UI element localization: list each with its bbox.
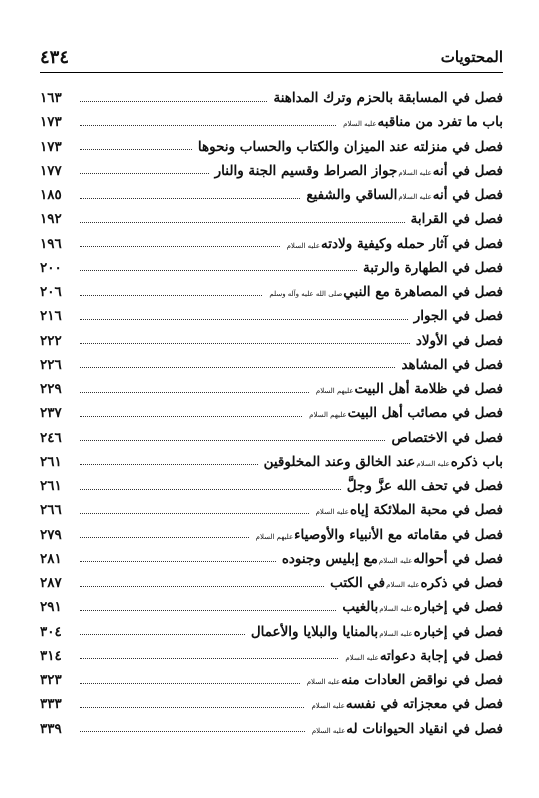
dot-leader <box>80 270 357 271</box>
toc-entry-page: ١٦٣ <box>40 90 62 106</box>
dot-leader <box>80 731 305 732</box>
toc-entry <box>40 644 503 668</box>
dot-leader <box>80 222 405 223</box>
toc-entry <box>40 595 503 619</box>
toc-entry-title: فصل في إخباره <box>413 623 503 640</box>
toc-entry-title-continuation: بالغيب <box>342 599 379 616</box>
toc-entry-page: ٢٦١ <box>40 453 62 470</box>
toc-entry-title: فصل في إجابة دعواته <box>379 647 503 664</box>
toc-entry-page: ٢٢٢ <box>40 332 62 349</box>
dot-leader <box>80 537 249 538</box>
toc-entry-page: ١٩٦ <box>40 235 62 252</box>
toc-entry-title: فصل في معجزاته في نفسه <box>345 696 503 713</box>
honorific-mark: عليه السلام <box>286 241 321 250</box>
toc-entry <box>40 498 503 522</box>
toc-entry-title: فصل في منزلته عند الميزان والكتاب والحساب ونحوها <box>197 138 503 155</box>
toc-entry-title-continuation: عند الخالق وعند المخلوقين <box>263 453 416 470</box>
honorific-mark: عليه السلام <box>311 702 345 711</box>
honorific-mark: عليه السلام <box>343 120 377 129</box>
toc-entry <box>40 159 503 183</box>
honorific-mark: عليه السلام <box>378 556 413 565</box>
dot-leader <box>80 367 395 368</box>
dot-leader <box>80 416 302 417</box>
toc-entry-title: فصل في نواقض العادات منه <box>341 672 503 688</box>
toc-entry <box>40 256 503 280</box>
toc-entry-title: فصل في ذكره <box>420 575 503 591</box>
toc-entry-title: فصل في المشاهد <box>401 356 503 373</box>
toc-entry <box>40 353 503 377</box>
toc-entry-page: ٢٦١ <box>40 478 62 494</box>
toc-entry-title: فصل في مصائب أهل البيت <box>347 405 503 422</box>
toc-entry-page: ٣٣٣ <box>40 696 62 713</box>
toc-entry-title: فصل في تحف الله عزَّ وجلَّ <box>346 478 503 494</box>
honorific-mark: عليه السلام <box>386 581 420 589</box>
honorific-mark: صلى الله عليه وآله وسلم <box>269 290 343 298</box>
toc-entry-page: ٣٢٣ <box>40 672 62 688</box>
toc-entry-title: فصل في الأولاد <box>415 332 503 349</box>
toc-entry <box>40 426 503 450</box>
toc-entry-title: فصل في الاختصاص <box>391 429 503 446</box>
running-title: المحتويات <box>440 48 503 66</box>
toc-entry <box>40 280 503 304</box>
toc-entry-page: ٢٩١ <box>40 599 62 616</box>
toc-entry-page: ٢٢٩ <box>40 381 62 397</box>
dot-leader <box>80 610 336 611</box>
toc-entry <box>40 450 503 474</box>
toc-entry-title: فصل في أنه <box>432 162 503 179</box>
dot-leader <box>80 319 408 320</box>
dot-leader <box>80 246 280 247</box>
toc-entry-title: فصل في الطهارة والرتبة <box>363 259 503 276</box>
toc-entry-page: ٢٧٩ <box>40 526 62 543</box>
toc-entry-title: باب ما تفرد من مناقبه <box>377 114 503 131</box>
dot-leader <box>80 586 324 587</box>
toc-entry <box>40 401 503 425</box>
dot-leader <box>80 392 309 393</box>
toc-entry-page: ٣١٤ <box>40 647 62 664</box>
dot-leader <box>80 658 338 659</box>
toc-entry <box>40 207 503 231</box>
toc-entry-title-continuation: جواز الصراط وقسيم الجنة والنار <box>214 162 398 179</box>
toc-entry-title-continuation: في الكتب <box>330 575 386 591</box>
toc-entry <box>40 86 503 110</box>
dot-leader <box>80 173 209 174</box>
page-number: ٤٣٤ <box>40 46 70 68</box>
toc-entry-title: فصل في المصاهرة مع النبي <box>343 284 503 300</box>
toc-entry-title-continuation: الساقي والشفيع <box>306 187 398 203</box>
honorific-mark: عليهم السلام <box>255 532 294 541</box>
toc-entry <box>40 329 503 353</box>
toc-entry-title: فصل في إخباره <box>413 599 503 616</box>
toc-entry-title: فصل في آثار حمله وكيفية ولادته <box>321 235 503 252</box>
toc-entry <box>40 232 503 256</box>
toc-entry <box>40 547 503 571</box>
dot-leader <box>80 513 309 514</box>
dot-leader <box>80 561 276 562</box>
toc-entry-title: فصل في أنه <box>432 187 503 203</box>
honorific-mark: عليه السلام <box>379 605 413 614</box>
toc-entry <box>40 377 503 401</box>
toc-entry-page: ٢٠٠ <box>40 259 62 276</box>
toc-entry-title-continuation: بالمنايا والبلايا والأعمال <box>250 623 379 640</box>
toc-entry-page: ٢٨١ <box>40 550 62 567</box>
honorific-mark: عليهم السلام <box>309 411 347 420</box>
toc-entry-page: ٢٣٧ <box>40 405 62 422</box>
dot-leader <box>80 343 410 344</box>
toc-entry-title: فصل في أحواله <box>413 550 503 567</box>
toc-entry-title: فصل في مقاماته مع الأنبياء والأوصياء <box>294 526 503 543</box>
dot-leader <box>80 125 336 126</box>
toc-entry-page: ١٨٥ <box>40 187 62 203</box>
toc-entry-title: فصل في انقياد الحيوانات له <box>346 720 503 737</box>
dot-leader <box>80 198 300 199</box>
dot-leader <box>80 683 300 684</box>
toc-entry-title: فصل في ظلامة أهل البيت <box>354 381 503 397</box>
table-of-contents <box>40 86 503 741</box>
honorific-mark: عليه السلام <box>345 653 379 662</box>
dot-leader <box>80 707 304 708</box>
dot-leader <box>80 634 245 635</box>
toc-entry <box>40 692 503 716</box>
toc-entry <box>40 135 503 159</box>
toc-entry-page: ١٩٢ <box>40 211 62 228</box>
toc-entry-page: ١٧٣ <box>40 114 62 131</box>
honorific-mark: عليه السلام <box>315 508 349 517</box>
honorific-mark: عليه السلام <box>311 726 346 735</box>
toc-entry <box>40 717 503 741</box>
toc-entry-page: ٢٦٦ <box>40 502 62 519</box>
honorific-mark: عليه السلام <box>398 168 432 177</box>
toc-entry-title: باب ذكره <box>450 453 503 470</box>
toc-entry-page: ١٧٣ <box>40 138 62 155</box>
toc-entry <box>40 110 503 134</box>
toc-entry-title: فصل في محبة الملائكة إياه <box>349 502 503 519</box>
toc-entry <box>40 668 503 692</box>
toc-entry-page: ٣٣٩ <box>40 720 62 737</box>
toc-entry <box>40 620 503 644</box>
dot-leader <box>80 489 341 490</box>
toc-entry-page: ١٧٧ <box>40 162 62 179</box>
honorific-mark: عليه السلام <box>379 629 413 638</box>
toc-entry-page: ٢٠٦ <box>40 284 62 300</box>
toc-entry-page: ٢٢٦ <box>40 356 62 373</box>
toc-entry-page: ٢٤٦ <box>40 429 62 446</box>
toc-entry-page: ٣٠٤ <box>40 623 62 640</box>
toc-entry <box>40 474 503 498</box>
toc-entry <box>40 183 503 207</box>
dot-leader <box>80 295 262 296</box>
toc-entry-page: ٢٨٧ <box>40 575 62 591</box>
toc-entry <box>40 523 503 547</box>
dot-leader <box>80 440 385 441</box>
honorific-mark: عليه السلام <box>416 459 450 468</box>
dot-leader <box>80 101 267 102</box>
dot-leader <box>80 149 192 150</box>
toc-entry <box>40 304 503 328</box>
honorific-mark: عليه السلام <box>306 678 341 686</box>
dot-leader <box>80 464 258 465</box>
toc-entry-page: ٢١٦ <box>40 308 62 325</box>
honorific-mark: عليه السلام <box>398 193 432 201</box>
honorific-mark: عليهم السلام <box>315 387 354 395</box>
header-rule <box>40 72 503 73</box>
toc-entry-title: فصل في القرابة <box>410 211 503 228</box>
toc-entry-title: فصل في الجوار <box>413 308 503 325</box>
toc-entry-title: فصل في المسابقة بالحزم وترك المداهنة <box>273 90 503 106</box>
page-header <box>40 44 503 70</box>
toc-entry <box>40 571 503 595</box>
toc-entry-title-continuation: مع إبليس وجنوده <box>281 550 378 567</box>
